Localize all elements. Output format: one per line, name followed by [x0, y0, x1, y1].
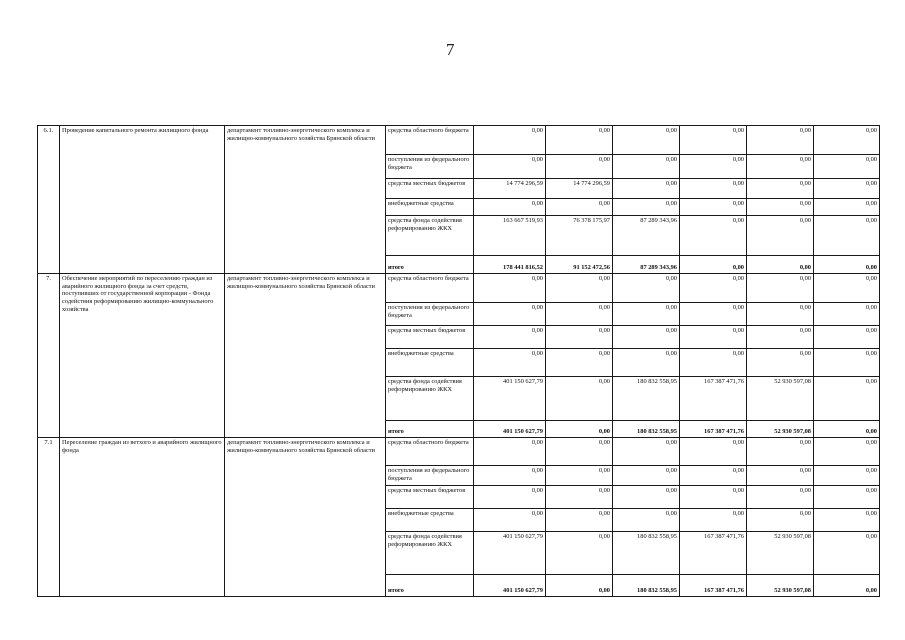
amount-cell: 0,00 — [814, 486, 880, 509]
activity-name: Обеспечение мероприятий по переселению граждан из аварийного жилищного фонда за счет средств, поступивших от государственной корпорации - Фонда содействия реформированию жилищно-коммунального хозяйства — [60, 274, 225, 438]
amount-cell: 14 774 296,59 — [546, 179, 613, 199]
amount-cell: 0,00 — [747, 349, 814, 377]
amount-cell: 0,00 — [680, 303, 747, 326]
amount-cell: 0,00 — [680, 509, 747, 532]
amount-cell: 0,00 — [814, 274, 880, 303]
executor-name: департамент топливно-энергетического комплекса и жилищно-коммунального хозяйства Брянской области — [225, 126, 386, 274]
total-value: 0,00 — [814, 421, 880, 438]
amount-cell: 0,00 — [474, 126, 546, 155]
amount-cell: 0,00 — [680, 326, 747, 349]
amount-cell: 0,00 — [680, 216, 747, 256]
page-number: 7 — [446, 40, 455, 59]
amount-cell: 0,00 — [747, 466, 814, 486]
amount-cell: 0,00 — [747, 126, 814, 155]
funding-source: средства фонда содействия реформированию ЖКХ — [386, 532, 474, 575]
total-value: 167 387 471,76 — [680, 575, 747, 597]
amount-cell: 0,00 — [546, 199, 613, 216]
funding-source: поступления из федерального бюджета — [386, 303, 474, 326]
amount-cell: 401 150 627,79 — [474, 377, 546, 421]
amount-cell: 0,00 — [747, 274, 814, 303]
amount-cell: 0,00 — [747, 509, 814, 532]
total-value: 0,00 — [747, 256, 814, 274]
total-value: 0,00 — [814, 575, 880, 597]
amount-cell: 0,00 — [680, 199, 747, 216]
total-label: итого — [386, 575, 474, 597]
total-value: 0,00 — [546, 575, 613, 597]
amount-cell: 180 832 558,95 — [613, 532, 680, 575]
amount-cell: 0,00 — [814, 466, 880, 486]
total-value: 91 152 472,56 — [546, 256, 613, 274]
amount-cell: 0,00 — [474, 326, 546, 349]
amount-cell: 0,00 — [814, 438, 880, 466]
funding-source: внебюджетные средства — [386, 509, 474, 532]
executor-name: департамент топливно-энергетического комплекса и жилищно-коммунального хозяйства Брянской области — [225, 274, 386, 438]
amount-cell: 0,00 — [613, 466, 680, 486]
total-value: 52 930 597,08 — [747, 421, 814, 438]
amount-cell: 0,00 — [613, 274, 680, 303]
amount-cell: 0,00 — [613, 486, 680, 509]
amount-cell: 0,00 — [474, 438, 546, 466]
amount-cell: 0,00 — [814, 303, 880, 326]
amount-cell: 0,00 — [814, 126, 880, 155]
amount-cell: 401 150 627,79 — [474, 532, 546, 575]
amount-cell: 0,00 — [747, 216, 814, 256]
total-value: 0,00 — [680, 256, 747, 274]
amount-cell: 0,00 — [546, 326, 613, 349]
funding-source: средства областного бюджета — [386, 274, 474, 303]
table-row — [38, 438, 880, 466]
amount-cell: 0,00 — [747, 155, 814, 179]
amount-cell: 0,00 — [747, 326, 814, 349]
amount-cell: 167 387 471,76 — [680, 532, 747, 575]
amount-cell: 14 774 296,59 — [474, 179, 546, 199]
amount-cell: 0,00 — [613, 509, 680, 532]
executor-name: департамент топливно-энергетического комплекса и жилищно-коммунального хозяйства Брянской области — [225, 438, 386, 597]
funding-source: внебюджетные средства — [386, 349, 474, 377]
amount-cell: 0,00 — [613, 179, 680, 199]
amount-cell: 0,00 — [814, 216, 880, 256]
amount-cell: 0,00 — [474, 274, 546, 303]
funding-source: поступления из федерального бюджета — [386, 466, 474, 486]
amount-cell: 0,00 — [814, 155, 880, 179]
amount-cell: 0,00 — [814, 349, 880, 377]
amount-cell: 0,00 — [680, 155, 747, 179]
amount-cell: 0,00 — [680, 274, 747, 303]
funding-source: средства фонда содействия реформированию ЖКХ — [386, 377, 474, 421]
table-row — [38, 126, 880, 155]
amount-cell: 0,00 — [613, 349, 680, 377]
total-label: итого — [386, 421, 474, 438]
total-value: 401 150 627,79 — [474, 575, 546, 597]
amount-cell: 0,00 — [474, 466, 546, 486]
amount-cell: 0,00 — [546, 155, 613, 179]
funding-source: средства местных бюджетов — [386, 179, 474, 199]
amount-cell: 0,00 — [747, 199, 814, 216]
amount-cell: 76 378 175,97 — [546, 216, 613, 256]
amount-cell: 163 667 519,93 — [474, 216, 546, 256]
amount-cell: 0,00 — [814, 532, 880, 575]
amount-cell: 167 387 471,76 — [680, 377, 747, 421]
total-value: 180 832 558,95 — [613, 421, 680, 438]
total-value: 0,00 — [546, 421, 613, 438]
amount-cell: 0,00 — [680, 179, 747, 199]
amount-cell: 0,00 — [680, 438, 747, 466]
funding-source: поступления из федерального бюджета — [386, 155, 474, 179]
amount-cell: 0,00 — [546, 438, 613, 466]
amount-cell: 0,00 — [747, 438, 814, 466]
table-row — [38, 274, 880, 303]
amount-cell: 0,00 — [613, 326, 680, 349]
amount-cell: 0,00 — [546, 377, 613, 421]
amount-cell: 0,00 — [474, 486, 546, 509]
total-value: 180 832 558,95 — [613, 575, 680, 597]
amount-cell: 0,00 — [747, 303, 814, 326]
amount-cell: 0,00 — [680, 486, 747, 509]
amount-cell: 0,00 — [546, 303, 613, 326]
activity-name: Переселение граждан из ветхого и аварийного жилищного фонда — [60, 438, 225, 597]
amount-cell: 0,00 — [546, 466, 613, 486]
section-number: 7.1 — [38, 438, 60, 597]
amount-cell: 0,00 — [613, 303, 680, 326]
amount-cell: 180 832 558,95 — [613, 377, 680, 421]
amount-cell: 52 930 597,08 — [747, 377, 814, 421]
amount-cell: 0,00 — [474, 349, 546, 377]
total-value: 0,00 — [814, 256, 880, 274]
section-number: 6.1. — [38, 126, 60, 274]
amount-cell: 0,00 — [474, 509, 546, 532]
amount-cell: 0,00 — [474, 303, 546, 326]
amount-cell: 0,00 — [814, 199, 880, 216]
amount-cell: 0,00 — [546, 532, 613, 575]
total-label: итого — [386, 256, 474, 274]
budget-table — [37, 125, 880, 597]
amount-cell: 87 289 343,96 — [613, 216, 680, 256]
amount-cell: 0,00 — [613, 155, 680, 179]
amount-cell: 0,00 — [474, 155, 546, 179]
total-value: 52 930 597,08 — [747, 575, 814, 597]
funding-source: средства областного бюджета — [386, 438, 474, 466]
amount-cell: 0,00 — [546, 274, 613, 303]
amount-cell: 0,00 — [814, 326, 880, 349]
amount-cell: 0,00 — [814, 377, 880, 421]
funding-source: средства фонда содействия реформированию ЖКХ — [386, 216, 474, 256]
funding-source: средства областного бюджета — [386, 126, 474, 155]
activity-name: Проведение капитального ремонта жилищного фонда — [60, 126, 225, 274]
amount-cell: 0,00 — [814, 179, 880, 199]
funding-source: средства местных бюджетов — [386, 326, 474, 349]
amount-cell: 0,00 — [546, 349, 613, 377]
amount-cell: 0,00 — [474, 199, 546, 216]
amount-cell: 0,00 — [613, 438, 680, 466]
total-value: 401 150 627,79 — [474, 421, 546, 438]
amount-cell: 0,00 — [680, 126, 747, 155]
amount-cell: 0,00 — [680, 349, 747, 377]
amount-cell: 0,00 — [613, 199, 680, 216]
total-value: 87 289 343,96 — [613, 256, 680, 274]
amount-cell: 52 930 597,08 — [747, 532, 814, 575]
amount-cell: 0,00 — [747, 486, 814, 509]
amount-cell: 0,00 — [613, 126, 680, 155]
total-value: 167 387 471,76 — [680, 421, 747, 438]
amount-cell: 0,00 — [546, 126, 613, 155]
funding-source: средства местных бюджетов — [386, 486, 474, 509]
amount-cell: 0,00 — [546, 486, 613, 509]
amount-cell: 0,00 — [814, 509, 880, 532]
funding-source: внебюджетные средства — [386, 199, 474, 216]
section-number: 7. — [38, 274, 60, 438]
amount-cell: 0,00 — [546, 509, 613, 532]
total-value: 178 441 816,52 — [474, 256, 546, 274]
amount-cell: 0,00 — [747, 179, 814, 199]
amount-cell: 0,00 — [680, 466, 747, 486]
